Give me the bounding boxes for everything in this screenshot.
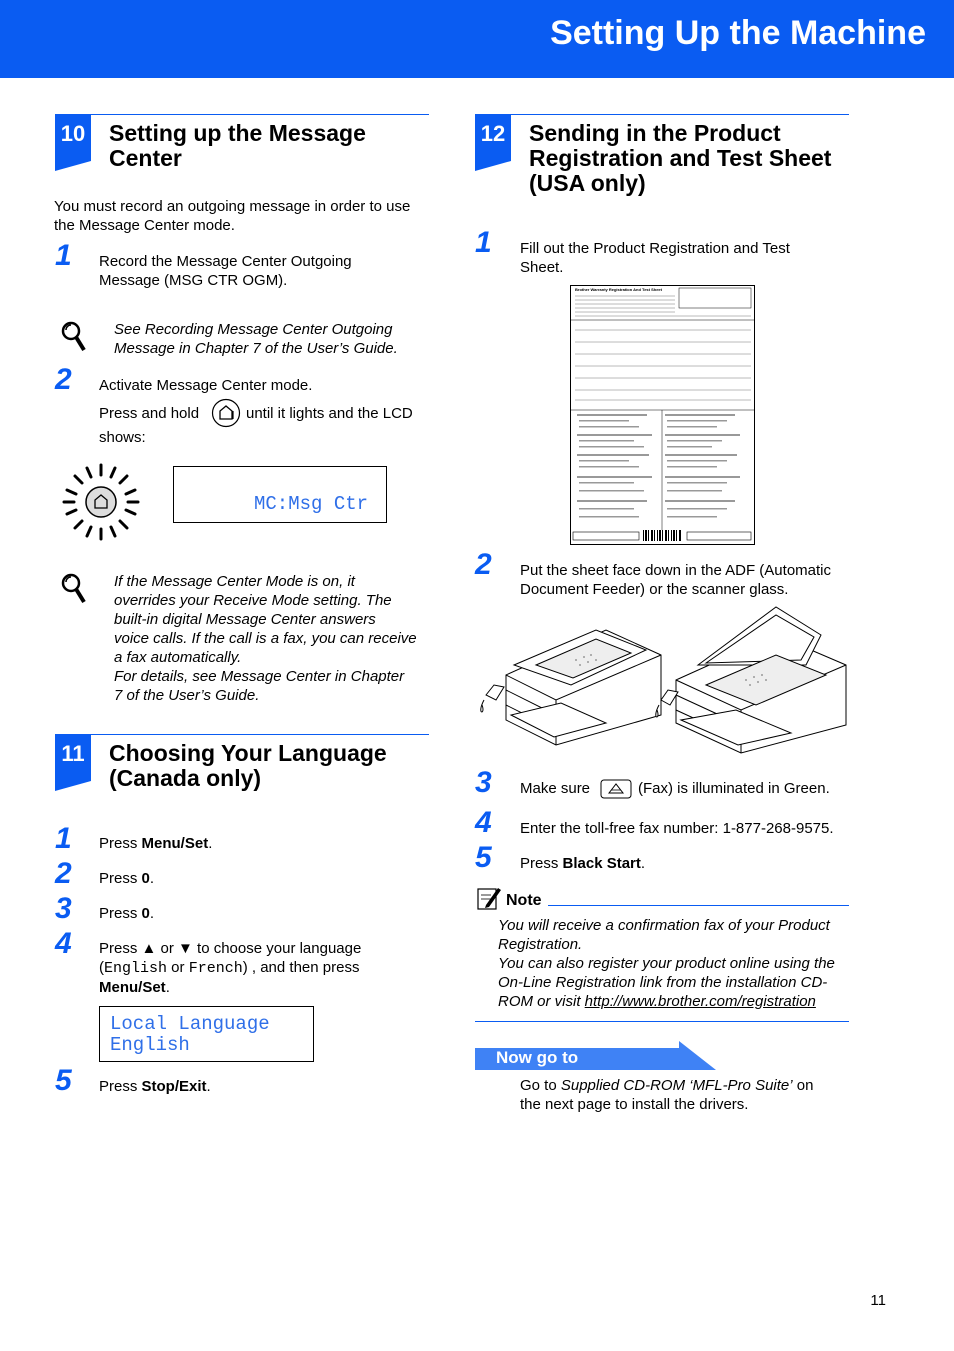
note-rule-top [548,905,849,906]
tip-line: voice calls. If the call is a fax, you can receive [114,630,417,647]
note-text [498,916,835,1011]
step-number: 1 [55,239,72,272]
lcd-text: MC:Msg Ctr [254,493,369,515]
note-line [498,992,835,1011]
message-center-key-icon [211,398,241,428]
tip-text [114,320,398,358]
step-text: until it lights and the LCD [246,405,413,422]
note-pencil-icon [476,885,502,911]
fax-key-icon [600,779,632,799]
step-number: 3 [475,766,492,799]
step-text: Press [99,1078,142,1095]
step-text: Press and hold [99,405,200,422]
lcd-line2: English [110,1034,190,1056]
step-text: Enter the toll-free fax number: 1-877-268-9575. [520,820,834,837]
goto-line: the next page to install the drivers. [520,1096,749,1113]
page-title: Setting Up the Machine [550,14,926,52]
tip-text [114,572,417,705]
step-number: 3 [55,892,72,925]
intro-line2: the Message Center mode. [54,217,235,234]
note-rule-bottom [475,1021,849,1022]
section-12-title-line3: (USA only) [529,170,646,196]
page-header [0,0,954,78]
step-text: Press [99,870,142,887]
step-number: 1 [475,226,492,259]
lcd-display [173,466,387,523]
step-text: Press [520,855,563,872]
step-line: Record the Message Center Outgoing [99,253,352,270]
key-name: Menu/Set [141,835,209,852]
section-11-title-line1: Choosing Your Language [109,740,387,766]
step-text: ( [99,959,104,976]
step-line: Fill out the Product Registration and Test [520,240,790,257]
goto-reference: Supplied CD-ROM ‘MFL-Pro Suite’ [560,1077,793,1094]
tip-line: 7 of the User’s Guide. [114,687,260,704]
note-line: You can also register your product online using the [498,955,835,972]
goto-text [520,1076,813,1114]
section-10-title-line2: Center [109,145,182,171]
key-name: Stop/Exit [141,1078,207,1095]
section-12-title-line1: Sending in the Product [529,120,781,146]
key-name: Menu/Set [99,979,166,996]
lcd-display [99,1006,314,1062]
step-text [520,854,645,873]
magnifier-icon [60,572,88,606]
key-name: 0 [141,905,150,922]
registration-link[interactable]: http://www.brother.com/registration [584,993,816,1010]
step-number: 5 [475,841,492,874]
step-text: . [206,1078,211,1095]
tip-line: If the Message Center Mode is on, it [114,573,355,590]
section-12-badge: 12 [475,115,511,161]
section-10-badge: 10 [55,115,91,161]
step-line: Activate Message Center mode. [99,377,313,394]
goto-text: on [792,1077,814,1094]
step-text: . [149,905,155,922]
step-text: Make sure [520,780,591,797]
step-number: 2 [55,363,72,396]
key-name: Black Start [562,855,641,872]
section-10-header [55,114,429,171]
form-lines [571,286,754,544]
step-text [99,1077,211,1096]
step-text [99,904,154,923]
step-text: . [208,835,213,852]
tip-line: Message in Chapter 7 of the User’s Guide. [114,340,398,357]
step-line: Press ▲ or ▼ to choose your language [99,940,362,957]
note-line: You will receive a confirmation fax of your Product [498,917,830,934]
section-10-title [109,121,366,171]
step-text [520,239,790,277]
goto-text: Go to [520,1077,561,1094]
section-11-badge: 11 [55,735,91,781]
note-line: Registration. [498,936,583,953]
machine-illustrations [476,605,848,755]
section-12-title [529,121,831,196]
note-line: On-Line Registration link from the installation CD- [498,974,828,991]
key-name: 0 [141,870,150,887]
step-number: 5 [55,1064,72,1097]
step-number: 2 [55,857,72,890]
section-11-title [109,741,387,791]
step-line: Sheet. [520,259,564,276]
step-number: 2 [475,548,492,581]
step-line: shows: [99,429,146,446]
section-11-title-line2: (Canada only) [109,765,262,791]
section-10-title-line1: Setting up the Message [109,120,366,146]
lcd-option: English [104,960,168,977]
section-12-title-line2: Registration and Test Sheet [529,145,832,171]
tip-line: See Recording Message Center Outgoing [114,321,393,338]
step-text: or [167,959,189,976]
section-10-intro [54,197,410,235]
step-text [99,834,212,853]
now-go-to-label: Now go to [496,1048,579,1067]
magnifier-icon [60,320,88,354]
tip-line: a fax automatically. [114,649,242,666]
step-text [520,561,831,599]
step-line [99,404,199,423]
step-line: Message (MSG CTR OGM). [99,272,288,289]
step-number: 1 [55,822,72,855]
step-line: Document Feeder) or the scanner glass. [520,581,789,598]
section-12-header [475,114,849,195]
step-text: Press [99,835,142,852]
note-label: Note [506,892,542,909]
step-line: Put the sheet face down in the ADF (Automatic [520,562,832,579]
lit-key-icon [62,463,140,541]
step-text [99,252,352,290]
step-text [99,869,154,888]
step-text: (Fax) is illuminated in Green. [638,780,830,797]
tip-line: For details, see Message Center in Chapter [114,668,405,685]
note-text: ROM or visit [498,993,585,1010]
step-text: ) , and then press [242,959,360,976]
lcd-line1: Local Language [110,1013,270,1035]
step-text: . [640,855,646,872]
registration-form-image [570,285,755,545]
tip-line: overrides your Receive Mode setting. The [114,592,392,609]
step-line [99,958,361,978]
step-text: . [149,870,155,887]
section-11-header [55,734,429,791]
step-text: Press [99,905,142,922]
step-line: Menu/Set. [99,979,170,996]
tip-line: built-in digital Message Center answers [114,611,376,628]
step-number: 4 [475,806,492,839]
goto-line [520,1076,813,1095]
step-text [99,939,361,997]
lcd-option: French [188,960,243,977]
page-number: 11 [870,1292,886,1309]
step-number: 4 [55,927,72,960]
form-title: Brother Warranty Registration And Test Sheet [575,287,662,292]
intro-line1: You must record an outgoing message in order to use [54,198,411,215]
